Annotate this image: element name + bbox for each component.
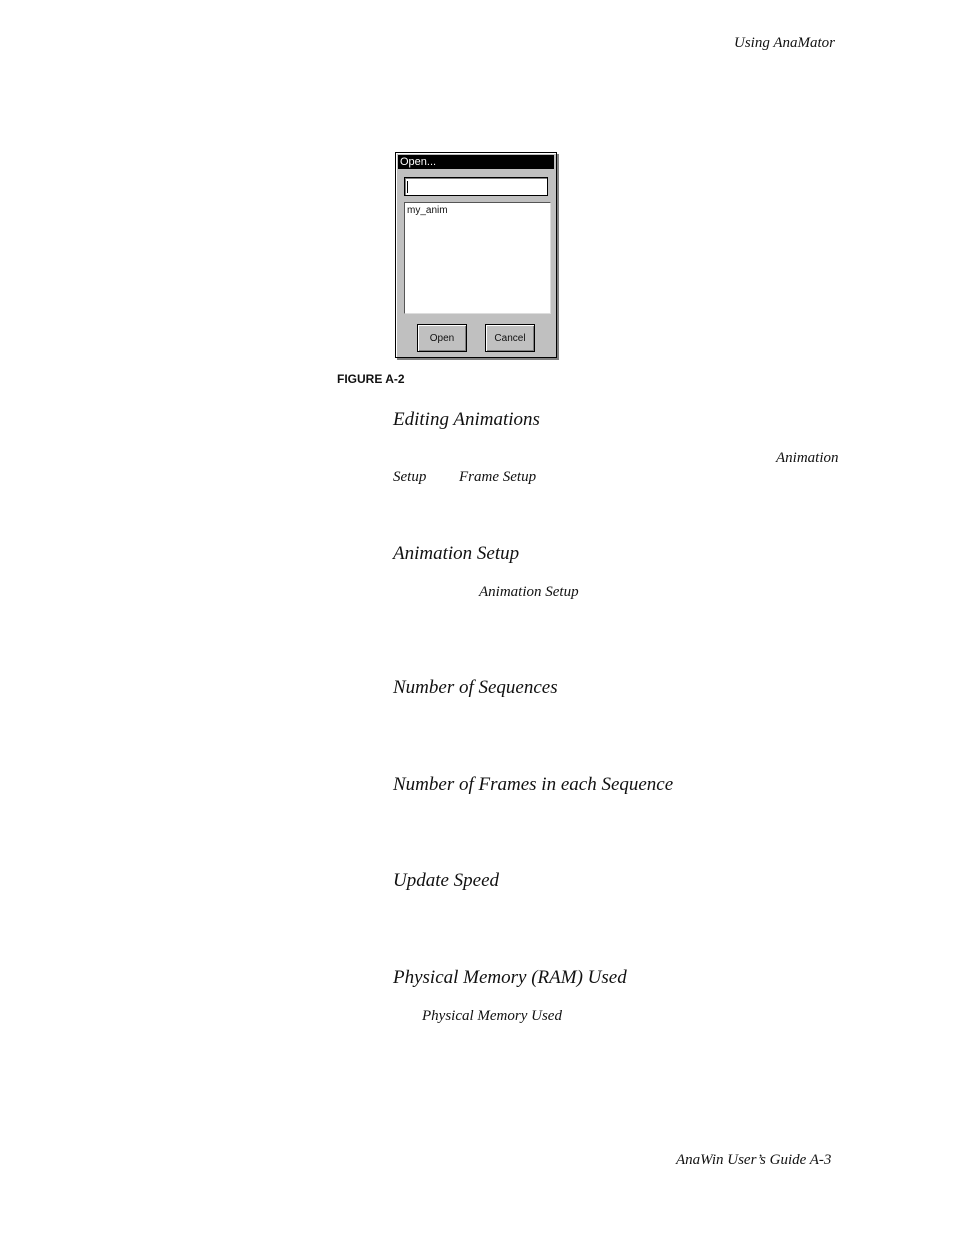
heading-editing-animations: Editing Animations xyxy=(393,409,540,430)
open-button[interactable]: Open xyxy=(417,324,467,352)
page-footer: AnaWin User’s Guide A-3 xyxy=(676,1152,832,1168)
term-physical-memory-used: Physical Memory Used xyxy=(422,1008,562,1024)
file-list-item[interactable]: my_anim xyxy=(407,205,448,216)
running-header: Using AnaMator xyxy=(734,35,835,51)
figure-label: FIGURE A-2 xyxy=(337,372,405,386)
file-list[interactable] xyxy=(404,202,551,314)
heading-update-speed: Update Speed xyxy=(393,870,500,891)
cancel-button[interactable]: Cancel xyxy=(485,324,535,352)
term-animation: Animation xyxy=(776,450,839,466)
term-frame-setup: Frame Setup xyxy=(459,469,537,485)
dialog-title-bar: Open... xyxy=(398,155,554,169)
filename-input[interactable] xyxy=(404,177,548,196)
open-dialog xyxy=(395,152,557,358)
heading-animation-setup: Animation Setup xyxy=(393,543,520,564)
heading-physical-memory: Physical Memory (RAM) Used xyxy=(393,967,627,988)
term-setup: Setup xyxy=(393,469,427,485)
heading-number-of-sequences: Number of Sequences xyxy=(393,677,558,698)
term-animation-setup: Animation Setup xyxy=(479,584,579,600)
heading-number-of-frames: Number of Frames in each Sequence xyxy=(393,774,674,795)
text-caret xyxy=(407,181,408,193)
